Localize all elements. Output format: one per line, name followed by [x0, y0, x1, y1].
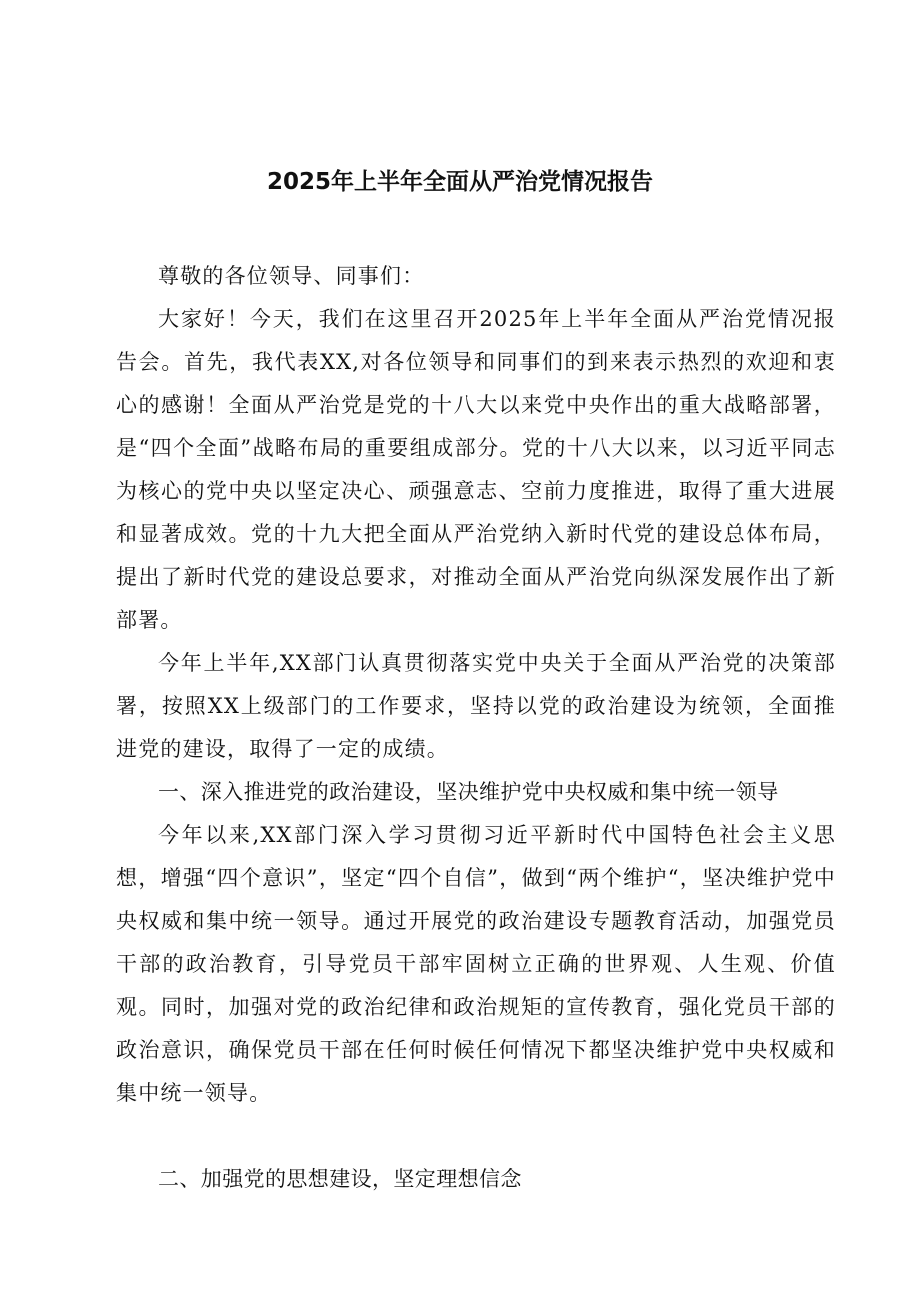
document-title: 2025年上半年全面从严治党情况报告 [266, 169, 653, 195]
section-2-heading: 二、加强党的思想建设，坚定理想信念 [158, 1167, 522, 1191]
section-1-heading: 一、深入推进党的政治建设，坚决维护党中央权威和集中统一领导 [158, 780, 779, 804]
paragraph-opening: 大家好！今天，我们在这里召开2025年上半年全面从严治党情况报告会。首先，我代表XX,对各位领导和同事们的到来表示热烈的欢迎和衷心的感谢！全面从严治党是党的十八大以来党中央作出的重大战略部署，是“四个全面”战略布局的重要组成部分。党的十八大以来，以习近平同志为核心的党中央以坚定决心、顽强意志、空前力度推进，取得了重大进展和显著成效。党的十九大把全面从严治党纳入新时代党的建设总体布局，提出了新时代党的建设总要求，对推动全面从严治党向纵深发展作出了新部署。 [116, 307, 836, 632]
section-1-paragraph: 今年以来,XX部门深入学习贯彻习近平新时代中国特色社会主义思想，增强“四个意识”，坚定“四个自信”，做到“两个维护“，坚决维护党中央权威和集中统一领导。通过开展党的政治建设专题教育活动，加强党员干部的政治教育，引导党员干部牢固树立正确的世界观、人生观、价值观。同时，加强对党的政治纪律和政治规矩的宣传教育，强化党员干部的政治意识，确保党员干部在任何时候任何情况下都坚决维护党中央权威和集中统一领导。 [116, 823, 836, 1105]
salutation: 尊敬的各位领导、同事们： [158, 264, 425, 288]
document-body [116, 255, 836, 1201]
paragraph-overview: 今年上半年,XX部门认真贯彻落实党中央关于全面从严治党的决策部署，按照XX上级部门的工作要求，坚持以党的政治建设为统领，全面推进党的建设，取得了一定的成绩。 [116, 651, 836, 761]
